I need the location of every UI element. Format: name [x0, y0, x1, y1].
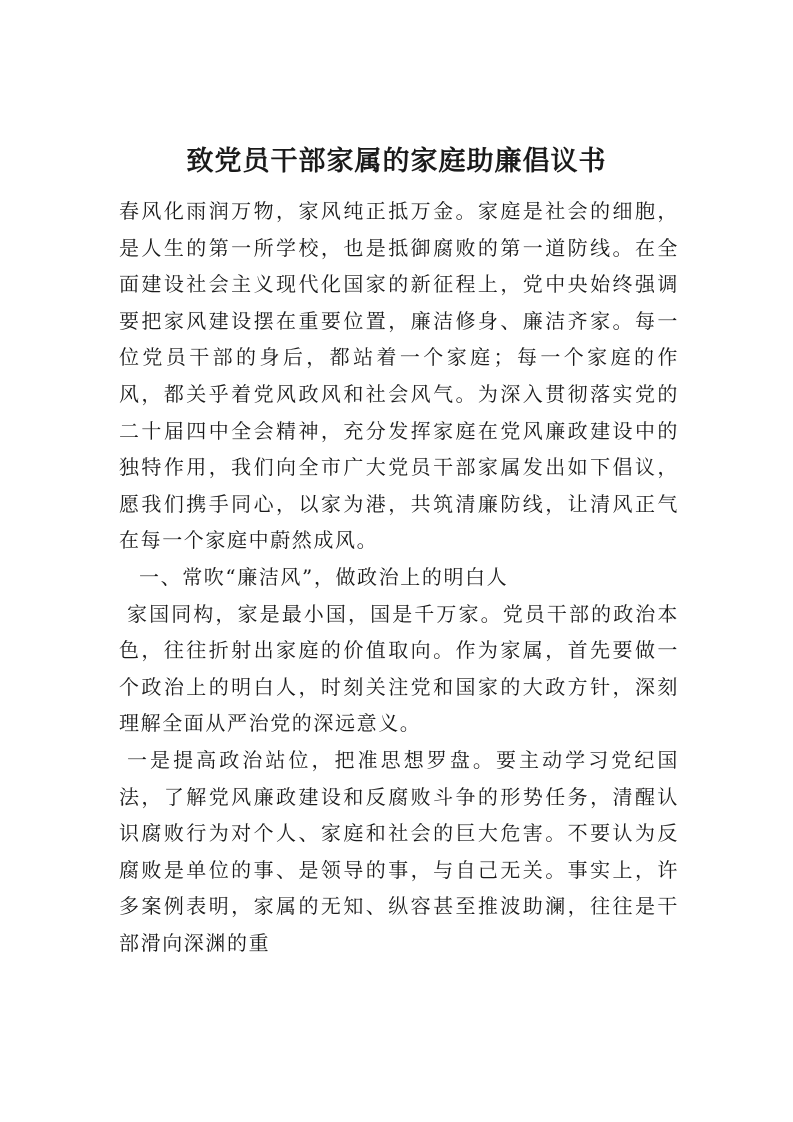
- section-1-paragraph-1: 家国同构，家是最小国，国是千万家。党员干部的政治本色，往往折射出家庭的价值取向。作为家属，首先要做一个政治上的明白人，时刻关注党和国家的大政方针，深刻理解全面从严治党的深远意义。: [119, 601, 679, 736]
- intro-paragraph: 春风化雨润万物，家风纯正抵万金。家庭是社会的细胞，是人生的第一所学校，也是抵御腐败的第一道防线。在全面建设社会主义现代化国家的新征程上，党中央始终强调要把家风建设摆在重要位置，廉洁修身、廉洁齐家。每一位党员干部的身后，都站着一个家庭；每一个家庭的作风，都关乎着党风政风和社会风气。为深入贯彻落实党的二十届四中全会精神，充分发挥家庭在党风廉政建设中的独特作用，我们向全市广大党员干部家属发出如下倡议，愿我们携手同心，以家为港，共筑清廉防线，让清风正气在每一个家庭中蔚然成风。: [119, 199, 679, 553]
- document-body: [119, 193, 679, 961]
- section-1-paragraph-2: 一是提高政治站位，把准思想罗盘。要主动学习党纪国法，了解党风廉政建设和反腐败斗争的形势任务，清醒认识腐败行为对个人、家庭和社会的巨大危害。不要认为反腐败是单位的事、是领导的事，与自己无关。事实上，许多案例表明，家属的无知、纵容甚至推波助澜，往往是干部滑向深渊的重: [119, 747, 679, 955]
- document-title: 致党员干部家属的家庭助廉倡议书: [186, 146, 607, 178]
- section-heading-1: 一、常吹“廉洁风”，做政治上的明白人: [139, 564, 509, 589]
